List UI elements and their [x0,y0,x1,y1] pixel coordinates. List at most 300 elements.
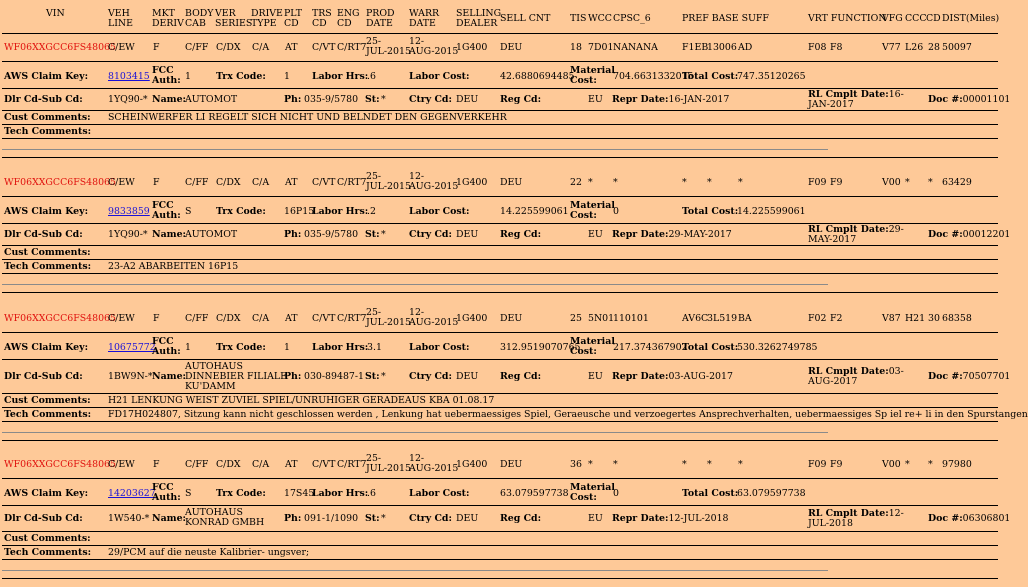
pref-value: F1EB [682,42,709,53]
rl-cmplt-date [808,367,904,387]
warr-date-value-line-2: AUG-2015 [409,46,459,57]
warr-date-value-line-1: 12- [409,453,425,464]
doc-number [928,514,1010,524]
fcc-auth-value: 1 [185,342,191,353]
plt-cd-value: AT [285,313,298,324]
drive-type-value: C/A [252,177,270,188]
row-divider [2,110,998,111]
aws-claim-key-link[interactable]: 9833859 [108,206,150,217]
row-divider [2,421,998,422]
header-selling-dealer: SELLING DEALER [456,8,502,29]
header-mkt-deriv: MKT DERIV [152,8,184,29]
material-cost-label [570,337,615,357]
row-divider [2,578,998,579]
st-label: St: [365,229,380,240]
warr-date-value-line-2: AUG-2015 [409,463,459,474]
row-divider [2,292,998,293]
row-divider [2,223,998,224]
cust-comments-value: SCHEINWERFER LI REGELT SICH NICHT UND BELNDET DEN GEGENVERKEHR [108,112,507,123]
row-divider [2,332,998,333]
trs-cd-value: C/VT [312,177,336,188]
doc-label: Doc #: [928,94,963,105]
doc-value: 70507701 [962,371,1011,382]
header-vfg: VFG [882,13,903,24]
row-divider [2,259,998,260]
labor-hrs-label: Labor Hrs: [312,342,369,353]
base-value: 3L519 [707,313,738,324]
labor-cost-label: Labor Cost: [409,488,470,499]
fcc-auth-label-line-2: Auth: [152,210,181,221]
labor-cost-value: 312.9519070765 [500,342,581,353]
ver-series-value: C/DX [216,177,241,188]
name-label: Name: [152,371,186,382]
dlr-cd-sub-cd-label: Dlr Cd-Sub Cd: [4,94,83,105]
body-cab-value: C/FF [185,459,209,470]
cpsc-value: * [613,177,618,188]
prod-date-value-line-2: JUL-2015 [366,181,411,192]
prod-date-value-line-1: 25- [366,36,382,47]
doc-value: 00001101 [962,94,1011,105]
cd-value: 30 [928,313,940,324]
total-cost-value: 14.225599061 [737,206,806,217]
dealer-name-value [185,230,237,240]
dist-value: 50097 [942,42,972,53]
fcc-auth-label-line-2: Auth: [152,75,181,86]
vin-value: WF06XXGCC6FS48065 [4,42,116,53]
reg-cd-value: EU [588,371,603,382]
rl-cmplt-date-value-2: MAY-2017 [808,234,857,245]
rl-cmplt-date-label: RL Cmplt Date: [808,508,889,519]
labor-hrs-value: .2 [367,206,376,217]
labor-cost-value: 14.225599061 [500,206,569,217]
fcc-auth-label-line-1: FCC [152,336,174,347]
material-cost-label-line-1: Material [570,336,615,347]
rl-cmplt-date [808,509,904,529]
fcc-auth-value: 1 [185,71,191,82]
aws-claim-key-label: AWS Claim Key: [4,342,89,353]
material-cost-label [570,201,615,221]
dealer-name-value [185,508,264,528]
aws-claim-key-label: AWS Claim Key: [4,71,89,82]
ctry-cd-label: Ctry Cd: [409,371,452,382]
header-veh-line: VEH LINE [108,8,133,29]
cust-comments-label: Cust Comments: [4,395,91,406]
labor-cost-label: Labor Cost: [409,71,470,82]
repr-date-value: 29-MAY-2017 [668,229,732,240]
header-tis: TIS [570,13,587,24]
tech-comments-label: Tech Comments: [4,126,92,137]
suff-value: * [738,177,743,188]
trs-cd-value: C/VT [312,42,336,53]
dealer-name-line: DINNEBIER FILIALE [185,371,287,382]
vin-value: WF06XXGCC6FS48065 [4,313,116,324]
dlr-cd-value: 1YQ90-* [108,229,148,240]
row-divider [2,407,998,408]
mkt-deriv-value: F [153,42,160,53]
row-divider [2,196,998,197]
reg-cd-label: Reg Cd: [500,229,542,240]
dist-value: 97980 [942,459,972,470]
pref-value: * [682,177,687,188]
cd-value: * [928,177,933,188]
suff-value: * [738,459,743,470]
ver-series-value: C/DX [216,42,241,53]
st-value: * [381,229,386,240]
trs-cd-value: C/VT [312,313,336,324]
fcc-auth-value: S [185,206,192,217]
dealer-name-line: KU'DAMM [185,381,236,392]
tis-value: 36 [570,459,582,470]
fcc-auth-value: S [185,488,192,499]
labor-hrs-value: .6 [367,71,376,82]
mkt-deriv-value: F [153,177,160,188]
cpsc-value: 110101 [613,313,649,324]
eng-cd-value: C/RT7 [337,177,367,188]
header-body-cab: BODY CAB [185,8,214,29]
cust-comments-value: H21 LENKUNG WEIST ZUVIEL SPIEL/UNRUHIGER GERADEAUS KBA 01.08.17 [108,395,495,406]
cust-comments-label: Cust Comments: [4,112,91,123]
vfg-value: V77 [882,42,901,53]
eng-cd-value: C/RT7 [337,313,367,324]
aws-claim-key-link[interactable]: 8103415 [108,71,150,82]
tech-comments-value: 29/PCM auf die neuste Kalibrier- ungsver; [108,547,310,558]
labor-hrs-value: 3.1 [367,342,382,353]
trx-code-value: 1 [284,71,290,82]
function-value: F8 [830,42,843,53]
row-divider [2,273,998,274]
dealer-name-line: AUTOHAUS [185,361,243,372]
base-value: * [707,459,712,470]
tech-comments-value: FD17H024807, Sitzung kann nicht geschlossen werden , Lenkung hat uebermaessiges Spiel, Geraeusche und verzoegertes Ansprechverhalten, uebermaessiges Sp iel re+ li in den Spurstangen [108,409,1028,420]
function-value: F9 [830,177,843,188]
body-cab-value: C/FF [185,177,209,188]
labor-hrs-value: .6 [367,488,376,499]
trx-code-label: Trx Code: [216,71,266,82]
dist-value: 68358 [942,313,972,324]
fcc-auth-label [152,483,181,503]
material-cost-value: 0 [613,206,619,217]
dlr-cd-sub-cd-label: Dlr Cd-Sub Cd: [4,229,83,240]
dist-value: 63429 [942,177,972,188]
fcc-auth-label-line-1: FCC [152,65,174,76]
ctry-cd-label: Ctry Cd: [409,94,452,105]
header-warr-date: WARR DATE [409,8,440,29]
ph-value: 030-89487-1 [304,371,365,382]
aws-claim-key-link[interactable]: 14203627 [108,488,156,499]
tech-comments-label: Tech Comments: [4,547,92,558]
trx-code-label: Trx Code: [216,488,266,499]
mkt-deriv-value: F [153,313,160,324]
fcc-auth-label [152,66,181,86]
suff-value: AD [738,42,753,53]
header-plt-cd: PLT CD [284,8,303,29]
tis-value: 22 [570,177,582,188]
rl-cmplt-date-value-1: 03- [888,366,904,377]
ctry-cd-label: Ctry Cd: [409,513,452,524]
record-separator [2,570,828,571]
header-cd: CD [926,13,941,24]
row-divider [2,559,998,560]
material-cost-label [570,483,615,503]
dealer-name-line: AUTOMOT [185,229,238,240]
total-cost-label: Total Cost: [682,206,739,217]
repr-date-label [612,514,729,524]
wcc-value: * [588,177,593,188]
sell-cnt-value: DEU [500,459,523,470]
drive-type-value: C/A [252,459,270,470]
doc-label: Doc #: [928,229,963,240]
repr-date-label [612,230,732,240]
record-separator [2,432,828,433]
st-value: * [381,94,386,105]
labor-cost-label: Labor Cost: [409,206,470,217]
warr-date-value [409,454,458,474]
header-vin: VIN [46,8,65,19]
header-ccc: CCC [905,13,927,24]
material-cost-label-line-1: Material [570,482,615,493]
row-divider [2,359,998,360]
eng-cd-value: C/RT7 [337,459,367,470]
header-vrt-function: VRT FUNCTION [808,13,887,24]
material-cost-value: 0 [613,488,619,499]
repr-date-label-text: Repr Date: [612,94,669,105]
ccc-value: * [905,459,910,470]
reg-cd-label: Reg Cd: [500,94,542,105]
fcc-auth-label-line-1: FCC [152,482,174,493]
name-label: Name: [152,229,186,240]
sell-cnt-value: DEU [500,177,523,188]
vfg-value: V00 [882,177,901,188]
cd-value: * [928,459,933,470]
rl-cmplt-date-value-2: JUL-2018 [808,518,853,529]
ph-label: Ph: [284,229,302,240]
pref-value: AV6C [682,313,709,324]
doc-value: 00012201 [962,229,1011,240]
rl-cmplt-date-value-1: 16- [888,89,904,100]
base-value: * [707,177,712,188]
warr-date-value-line-1: 12- [409,307,425,318]
vfg-value: V87 [882,313,901,324]
sell-cnt-value: DEU [500,42,523,53]
row-divider [2,440,998,441]
dealer-name-value [185,95,237,105]
warr-date-value [409,308,458,328]
labor-hrs-label: Labor Hrs: [312,71,369,82]
row-divider [2,124,998,125]
ver-series-value: C/DX [216,313,241,324]
material-cost-value: 704.6631332015 [613,71,694,82]
ph-value: 091-1/1090 [304,513,359,524]
total-cost-value: 530.3262749785 [737,342,818,353]
material-cost-label-line-2: Cost: [570,210,597,221]
fcc-auth-label [152,337,181,357]
st-label: St: [365,94,380,105]
total-cost-label: Total Cost: [682,488,739,499]
rl-cmplt-date-label: RL Cmplt Date: [808,366,889,377]
base-value: 13006 [707,42,737,53]
ctry-cd-value: DEU [456,513,479,524]
rl-cmplt-date-label: RL Cmplt Date: [808,89,889,100]
selling-dealer-value: 1G400 [456,42,488,53]
row-divider [2,478,998,479]
aws-claim-key-link[interactable]: 10675772 [108,342,156,353]
column-header-row [0,0,1000,33]
warr-date-value [409,37,458,57]
row-divider [2,505,998,506]
rl-cmplt-date [808,225,904,245]
suff-value: BA [738,313,752,324]
tech-comments-value: 23-A2 ABARBEITEN 16P15 [108,261,239,272]
rl-cmplt-date-value-1: 29- [888,224,904,235]
dealer-name-value [185,362,287,392]
total-cost-label: Total Cost: [682,342,739,353]
tis-value: 18 [570,42,582,53]
material-cost-label-line-1: Material [570,200,615,211]
vrt-value: F09 [808,177,827,188]
ccc-value: L26 [905,42,924,53]
fcc-auth-label-line-1: FCC [152,200,174,211]
trx-code-label: Trx Code: [216,342,266,353]
plt-cd-value: AT [285,459,298,470]
name-label: Name: [152,513,186,524]
row-divider [2,245,998,246]
tech-comments-label: Tech Comments: [4,409,92,420]
dlr-cd-sub-cd-label: Dlr Cd-Sub Cd: [4,513,83,524]
prod-date-value-line-2: JUL-2015 [366,46,411,57]
aws-claim-key-label: AWS Claim Key: [4,206,89,217]
reg-cd-value: EU [588,94,603,105]
repr-date-label [612,95,729,105]
rl-cmplt-date [808,90,904,110]
prod-date-value-line-1: 25- [366,453,382,464]
drive-type-value: C/A [252,42,270,53]
repr-date-label-text: Repr Date: [612,513,669,524]
row-divider [2,88,998,89]
repr-date-label-text: Repr Date: [612,371,669,382]
labor-cost-value: 63.079597738 [500,488,569,499]
selling-dealer-value: 1G400 [456,459,488,470]
vin-value: WF06XXGCC6FS48065 [4,459,116,470]
ccc-value: H21 [905,313,926,324]
cust-comments-label: Cust Comments: [4,247,91,258]
header-sell-cnt: SELL CNT [500,13,551,24]
veh-line-value: C/EW [108,459,135,470]
rl-cmplt-date-value-1: 12- [888,508,904,519]
vrt-value: F09 [808,459,827,470]
material-cost-label-line-2: Cost: [570,75,597,86]
trx-code-label: Trx Code: [216,206,266,217]
labor-hrs-label: Labor Hrs: [312,206,369,217]
trx-code-value: 17S45 [284,488,315,499]
wcc-value: 5N01 [588,313,615,324]
prod-date-value [366,172,411,192]
prod-date-value-line-2: JUL-2015 [366,463,411,474]
function-value: F9 [830,459,843,470]
row-divider [2,531,998,532]
material-cost-label [570,66,615,86]
trs-cd-value: C/VT [312,459,336,470]
material-cost-value: 217.374367902 [613,342,688,353]
ph-value: 035-9/5780 [304,229,359,240]
ctry-cd-value: DEU [456,371,479,382]
dealer-name-line: AUTOHAUS [185,507,243,518]
ccc-value: * [905,177,910,188]
header-eng-cd: ENG CD [337,8,360,29]
repr-date-value: 03-AUG-2017 [668,371,733,382]
dealer-name-line: AUTOMOT [185,94,238,105]
cd-value: 28 [928,42,940,53]
prod-date-value [366,454,411,474]
record-separator [2,149,828,150]
prod-date-value [366,308,411,328]
row-divider [2,393,998,394]
wcc-value: 7D01 [588,42,614,53]
row-divider [2,138,998,139]
reg-cd-label: Reg Cd: [500,513,542,524]
mkt-deriv-value: F [153,459,160,470]
ph-value: 035-9/5780 [304,94,359,105]
material-cost-label-line-2: Cost: [570,492,597,503]
total-cost-value: 747.35120265 [737,71,806,82]
doc-label: Doc #: [928,371,963,382]
plt-cd-value: AT [285,42,298,53]
rl-cmplt-date-label: RL Cmplt Date: [808,224,889,235]
labor-cost-value: 42.6880694485 [500,71,575,82]
repr-date-label [612,372,733,382]
prod-date-value-line-1: 25- [366,307,382,318]
material-cost-label-line-1: Material [570,65,615,76]
header-cpsc: CPSC_6 [613,13,651,24]
warr-date-value-line-2: AUG-2015 [409,317,459,328]
vin-value: WF06XXGCC6FS48065 [4,177,116,188]
header-pref-base-suff: PREF BASE SUFF [682,13,769,24]
labor-cost-label: Labor Cost: [409,342,470,353]
tech-comments-label: Tech Comments: [4,261,92,272]
plt-cd-value: AT [285,177,298,188]
ctry-cd-value: DEU [456,229,479,240]
record-separator [2,284,828,285]
dlr-cd-value: 1BW9N-* [108,371,153,382]
dlr-cd-sub-cd-label: Dlr Cd-Sub Cd: [4,371,83,382]
sell-cnt-value: DEU [500,313,523,324]
ph-label: Ph: [284,371,302,382]
trx-code-value: 16P15 [284,206,315,217]
doc-number [928,95,1010,105]
header-trs-cd: TRS CD [312,8,332,29]
material-cost-label-line-2: Cost: [570,346,597,357]
wcc-value: * [588,459,593,470]
ctry-cd-label: Ctry Cd: [409,229,452,240]
name-label: Name: [152,94,186,105]
body-cab-value: C/FF [185,313,209,324]
header-dist: DIST(Miles) [942,13,1000,24]
repr-date-value: 16-JAN-2017 [668,94,730,105]
total-cost-label: Total Cost: [682,71,739,82]
vrt-value: F02 [808,313,827,324]
dlr-cd-value: 1W540-* [108,513,150,524]
header-ver-series: VER SERIES [215,8,253,29]
rl-cmplt-date-value-2: AUG-2017 [808,376,858,387]
doc-number [928,372,1010,382]
eng-cd-value: C/RT7 [337,42,367,53]
labor-hrs-label: Labor Hrs: [312,488,369,499]
reg-cd-value: EU [588,229,603,240]
doc-value: 06306801 [962,513,1011,524]
ver-series-value: C/DX [216,459,241,470]
ph-label: Ph: [284,513,302,524]
row-divider [2,61,998,62]
rl-cmplt-date-value-2: JAN-2017 [808,99,854,110]
